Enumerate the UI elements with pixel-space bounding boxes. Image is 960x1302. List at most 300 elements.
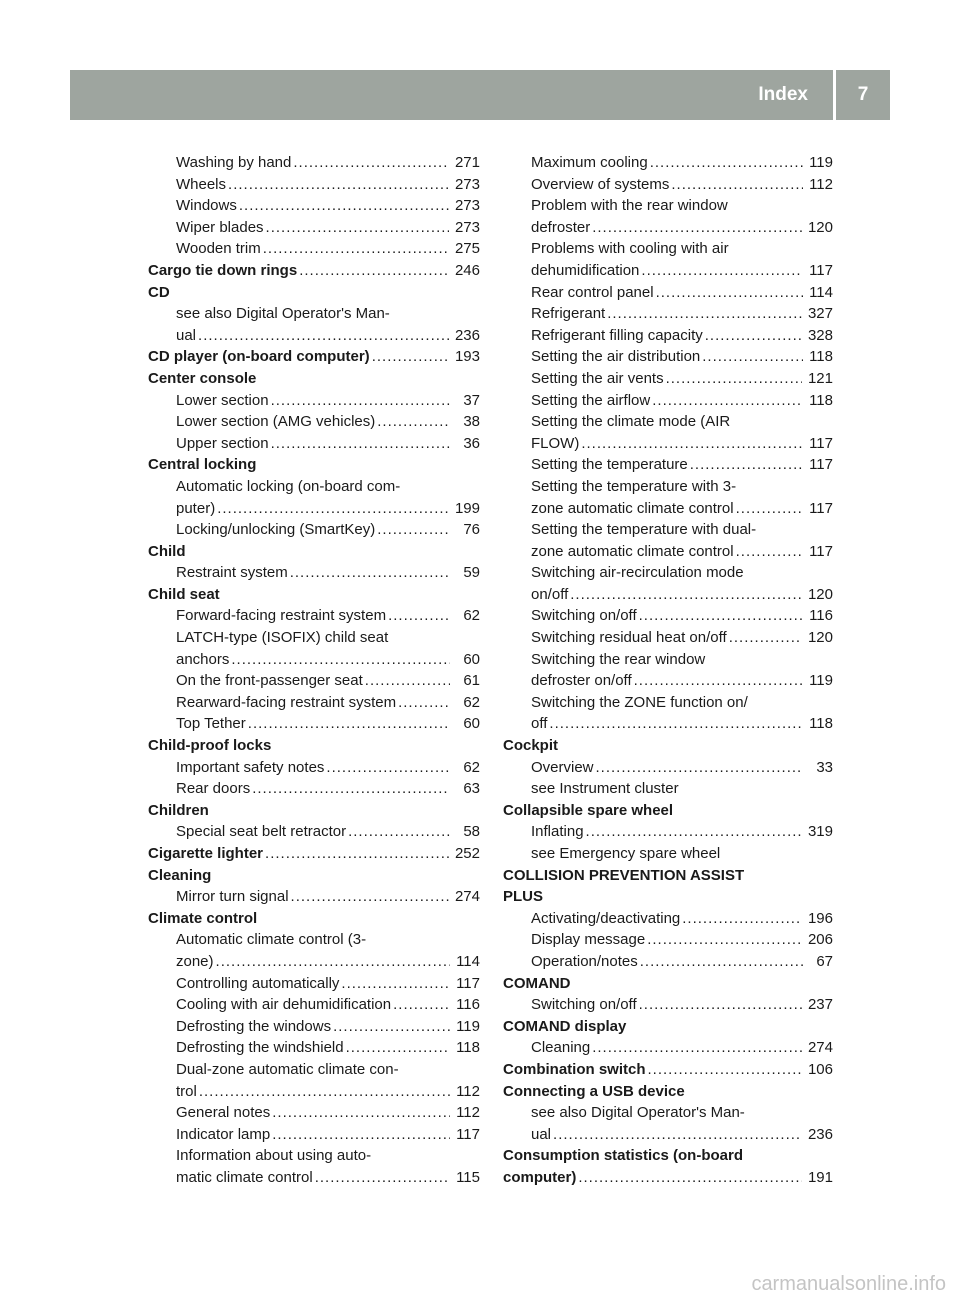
- entry-text: Consumption statistics (on-board: [503, 1147, 743, 1165]
- index-entry: [148, 1059, 480, 1081]
- entry-text: Overview of systems: [531, 175, 670, 193]
- page-reference: 60: [463, 715, 480, 733]
- index-entry: [503, 929, 833, 951]
- dot-leader: [231, 649, 450, 671]
- index-heading: [503, 973, 833, 995]
- dot-leader: [266, 217, 449, 239]
- index-entry: [503, 411, 833, 433]
- entry-text: Child-proof locks: [148, 737, 272, 755]
- index-entry: [503, 152, 833, 174]
- index-entry: [503, 174, 833, 196]
- dot-leader: [666, 368, 802, 390]
- entry-text: Dual-zone automatic climate con-: [176, 1060, 399, 1078]
- index-heading: [503, 735, 833, 757]
- page-reference: 252: [454, 845, 480, 862]
- page-reference: 36: [463, 434, 480, 452]
- dot-leader: [271, 390, 450, 412]
- page-reference: 112: [456, 1104, 480, 1122]
- entry-text: Restraint system: [176, 564, 288, 582]
- index-heading: [148, 454, 480, 476]
- index-entry: [148, 605, 480, 627]
- page-reference: 62: [463, 607, 480, 625]
- page-reference: 275: [454, 240, 480, 258]
- dot-leader: [333, 1016, 450, 1038]
- dot-leader: [271, 433, 450, 455]
- entry-text: Children: [148, 801, 209, 819]
- index-heading: [503, 1167, 833, 1189]
- index-entry: [148, 174, 480, 196]
- entry-text: Mirror turn signal: [176, 888, 289, 906]
- entry-text: CD player (on-board computer): [148, 348, 370, 366]
- entry-text: On the front-passenger seat: [176, 672, 363, 690]
- entry-text: Refrigerant filling capacity: [531, 326, 703, 344]
- page-reference: 61: [463, 672, 480, 690]
- page-reference: 117: [809, 261, 833, 279]
- index-heading: [503, 1145, 833, 1167]
- entry-text: General notes: [176, 1104, 271, 1122]
- entry-text: Collapsible spare wheel: [503, 801, 674, 819]
- dot-leader: [216, 951, 450, 973]
- dot-leader: [640, 951, 803, 973]
- entry-text: Important safety notes: [176, 758, 325, 776]
- page-reference: 119: [809, 672, 833, 690]
- index-entry: [148, 519, 480, 541]
- index-heading: [148, 282, 480, 304]
- dot-leader: [592, 217, 802, 239]
- dot-leader: [729, 627, 802, 649]
- dot-leader: [586, 821, 802, 843]
- index-entry: [148, 498, 480, 520]
- index-entry: [503, 260, 833, 282]
- page-reference: 115: [456, 1168, 480, 1186]
- page-reference: 114: [456, 952, 480, 970]
- entry-text: matic climate control: [176, 1168, 313, 1186]
- entry-text: Setting the air vents: [531, 369, 664, 387]
- dot-leader: [252, 778, 450, 800]
- entry-text: LATCH-type (ISOFIX) child seat: [176, 629, 389, 647]
- index-heading: [503, 800, 833, 822]
- entry-text: Defrosting the windshield: [176, 1039, 344, 1057]
- page-reference: 121: [807, 369, 833, 387]
- dot-leader: [377, 411, 450, 433]
- index-entry: [148, 886, 480, 908]
- page-reference: 117: [809, 434, 833, 452]
- entry-text: Child: [148, 542, 186, 560]
- entry-text: Child seat: [148, 585, 220, 603]
- index-entry: [503, 325, 833, 347]
- page-reference: 63: [463, 780, 480, 798]
- dot-leader: [641, 260, 803, 282]
- page-reference: 273: [454, 218, 480, 236]
- entry-text: PLUS: [503, 888, 544, 906]
- entry-text: Lower section: [176, 391, 269, 409]
- index-entry: [148, 1037, 480, 1059]
- entry-text: Climate control: [148, 909, 258, 927]
- dot-leader: [553, 1124, 802, 1146]
- page-reference: 117: [809, 456, 833, 474]
- index-entry: [148, 1124, 480, 1146]
- index-entry: [148, 757, 480, 779]
- page-reference: 116: [456, 996, 480, 1014]
- dot-leader: [656, 282, 803, 304]
- entry-text: Forward-facing restraint system: [176, 607, 387, 625]
- dot-leader: [639, 994, 802, 1016]
- page-reference: 112: [456, 1082, 480, 1100]
- entry-text: puter): [176, 499, 216, 517]
- page-reference: 62: [463, 758, 480, 776]
- dot-leader: [639, 605, 803, 627]
- index-entry: [503, 541, 833, 563]
- entry-text: Defrosting the windows: [176, 1017, 332, 1035]
- page-reference: 246: [454, 261, 480, 279]
- page-reference: 193: [454, 348, 480, 366]
- entry-text: Cigarette lighter: [148, 845, 264, 862]
- index-entry: [503, 282, 833, 304]
- dot-leader: [341, 973, 450, 995]
- dot-leader: [581, 433, 803, 455]
- entry-text: Information about using auto-: [176, 1147, 372, 1165]
- entry-text: Setting the temperature: [531, 456, 688, 474]
- index-entry: [148, 994, 480, 1016]
- page-reference: 120: [807, 218, 833, 236]
- dot-leader: [570, 584, 802, 606]
- dot-leader: [272, 1124, 450, 1146]
- page-reference: 327: [807, 305, 833, 323]
- dot-leader: [650, 152, 803, 174]
- dot-leader: [398, 692, 450, 714]
- page-reference: 319: [807, 823, 833, 841]
- dot-leader: [596, 757, 803, 779]
- entry-text: Center console: [148, 369, 257, 387]
- index-entry: [503, 908, 833, 930]
- entry-text: defroster: [531, 218, 591, 236]
- dot-leader: [736, 541, 803, 563]
- dot-leader: [263, 238, 449, 260]
- page-reference: 37: [463, 391, 480, 409]
- page-reference: 119: [456, 1017, 480, 1035]
- entry-text: Controlling automatically: [176, 974, 340, 992]
- page-reference: 236: [454, 326, 480, 344]
- index-entry: [148, 433, 480, 455]
- entry-text: Wheels: [176, 175, 227, 193]
- page-reference: 106: [807, 1060, 833, 1078]
- section-title: Index: [758, 84, 808, 105]
- page-reference: 118: [456, 1039, 480, 1057]
- entry-text: Washing by hand: [176, 154, 292, 171]
- dot-leader: [217, 498, 449, 520]
- index-heading: [148, 541, 480, 563]
- index-entry: [503, 584, 833, 606]
- entry-text: Cleaning: [531, 1039, 591, 1057]
- dot-leader: [198, 325, 449, 347]
- entry-text: Switching on/off: [531, 607, 637, 625]
- index-entry: [503, 692, 833, 714]
- index-entry: [148, 670, 480, 692]
- index-entry: [148, 929, 480, 951]
- index-entry: [148, 562, 480, 584]
- page-reference: 118: [809, 348, 833, 366]
- entry-text: COMAND: [503, 974, 571, 992]
- index-entry: [503, 498, 833, 520]
- entry-text: dehumidification: [531, 261, 640, 279]
- dot-leader: [652, 390, 803, 412]
- index-heading: [148, 908, 480, 930]
- page-reference: 76: [463, 521, 480, 539]
- index-entry: [148, 1145, 480, 1167]
- dot-leader: [299, 260, 449, 282]
- watermark: carmanualsonline.info: [751, 1273, 946, 1295]
- page-reference: 58: [463, 823, 480, 841]
- entry-text: zone automatic climate control: [531, 499, 734, 517]
- page-reference: 117: [809, 542, 833, 560]
- dot-leader: [315, 1167, 450, 1189]
- entry-text: Refrigerant: [531, 305, 606, 323]
- index-heading: [503, 1059, 833, 1081]
- index-heading: [503, 1081, 833, 1103]
- dot-leader: [393, 994, 450, 1016]
- index-entry: [148, 1081, 480, 1103]
- page-reference: 38: [463, 413, 480, 431]
- index-entry: [148, 973, 480, 995]
- index-entry: [503, 757, 833, 779]
- page-reference: 274: [454, 888, 480, 906]
- dot-leader: [372, 346, 449, 368]
- index-entry: [148, 238, 480, 260]
- page-reference: 33: [816, 758, 833, 776]
- index-entry: [148, 1016, 480, 1038]
- index-heading: [503, 1016, 833, 1038]
- entry-text: see Emergency spare wheel: [531, 845, 721, 862]
- entry-text: Problems with cooling with air: [531, 240, 729, 258]
- page-reference: 59: [463, 564, 480, 582]
- page-reference: 112: [809, 175, 833, 193]
- entry-text: CD: [148, 283, 170, 301]
- index-entry: [148, 951, 480, 973]
- entry-text: anchors: [176, 650, 230, 668]
- entry-text: Setting the airflow: [531, 391, 651, 409]
- index-entry: [148, 713, 480, 735]
- index-entry: [503, 238, 833, 260]
- index-entry: [148, 152, 480, 174]
- page-number: 7: [857, 84, 869, 105]
- dot-leader: [682, 908, 802, 930]
- entry-text: Wooden trim: [176, 240, 261, 258]
- entry-text: Maximum cooling: [531, 154, 648, 171]
- index-entry: [503, 670, 833, 692]
- page-reference: 196: [807, 909, 833, 927]
- index-heading: [148, 735, 480, 757]
- entry-text: Switching the rear window: [531, 650, 706, 668]
- entry-text: Display message: [531, 931, 646, 949]
- index-entry: [503, 303, 833, 325]
- entry-text: Wiper blades: [176, 218, 264, 236]
- dot-leader: [239, 195, 449, 217]
- dot-leader: [648, 1059, 802, 1081]
- index-entry: [503, 1102, 833, 1124]
- index-entry: [148, 821, 480, 843]
- index-entry: [503, 433, 833, 455]
- index-heading: [148, 865, 480, 887]
- entry-text: Activating/deactivating: [531, 909, 681, 927]
- index-heading: [148, 368, 480, 390]
- page-reference: 236: [807, 1125, 833, 1143]
- entry-text: Windows: [176, 197, 237, 215]
- entry-text: Setting the temperature with 3-: [531, 477, 737, 495]
- dot-leader: [690, 454, 803, 476]
- entry-text: off: [531, 715, 548, 733]
- page-reference: 328: [807, 326, 833, 344]
- page-reference: 67: [816, 952, 833, 970]
- index-entry: [148, 627, 480, 649]
- entry-text: trol: [176, 1082, 197, 1100]
- entry-text: Central locking: [148, 456, 257, 474]
- index-entry: [503, 843, 833, 865]
- entry-text: defroster on/off: [531, 672, 632, 690]
- dot-leader: [346, 1037, 450, 1059]
- index-entry: [503, 454, 833, 476]
- dot-leader: [326, 757, 450, 779]
- entry-text: see also Digital Operator's Man-: [531, 1104, 745, 1122]
- index-heading: [148, 843, 480, 865]
- entry-text: Inflating: [531, 823, 584, 841]
- entry-text: Setting the climate mode (AIR: [531, 413, 731, 431]
- page-reference: 237: [807, 996, 833, 1014]
- index-entry: [503, 951, 833, 973]
- page-reference: 118: [809, 391, 833, 409]
- entry-text: Cockpit: [503, 737, 559, 755]
- page-reference: 119: [809, 154, 833, 171]
- index-entry: [148, 778, 480, 800]
- page-reference: 199: [454, 499, 480, 517]
- page-reference: 62: [463, 693, 480, 711]
- page-reference: 117: [809, 499, 833, 517]
- dot-leader: [248, 713, 450, 735]
- dot-leader: [736, 498, 803, 520]
- entry-text: Switching air-recirculation mode: [531, 564, 744, 582]
- dot-leader: [702, 346, 803, 368]
- entry-text: ual: [176, 326, 197, 344]
- dot-leader: [228, 174, 449, 196]
- dot-leader: [549, 713, 803, 735]
- page-reference: 120: [807, 629, 833, 647]
- dot-leader: [705, 325, 802, 347]
- dot-leader: [199, 1081, 450, 1103]
- entry-text: Locking/unlocking (SmartKey): [176, 521, 376, 539]
- index-heading: [148, 346, 480, 368]
- index-entry: [503, 476, 833, 498]
- entry-text: Setting the temperature with dual-: [531, 521, 757, 539]
- index-entry: [503, 627, 833, 649]
- index-column-left: [148, 152, 480, 1189]
- entry-text: Rear control panel: [531, 283, 654, 301]
- dot-leader: [265, 843, 449, 865]
- entry-text: Indicator lamp: [176, 1125, 271, 1143]
- entry-text: see also Digital Operator's Man-: [176, 305, 390, 323]
- page-reference: 273: [454, 197, 480, 215]
- entry-text: Rearward-facing restraint system: [176, 693, 397, 711]
- entry-text: zone automatic climate control: [531, 542, 734, 560]
- entry-text: Lower section (AMG vehicles): [176, 413, 376, 431]
- dot-leader: [365, 670, 450, 692]
- page-reference: 114: [809, 283, 833, 301]
- dot-leader: [293, 152, 449, 174]
- index-entry: [503, 1037, 833, 1059]
- dot-leader: [634, 670, 803, 692]
- page-reference: 117: [456, 1125, 480, 1143]
- dot-leader: [671, 174, 803, 196]
- entry-text: FLOW): [531, 434, 580, 452]
- entry-text: on/off: [531, 585, 569, 603]
- entry-text: computer): [503, 1168, 577, 1186]
- dot-leader: [290, 562, 450, 584]
- dot-leader: [377, 519, 450, 541]
- index-entry: [148, 1167, 480, 1189]
- index-entry: [503, 778, 833, 800]
- dot-leader: [578, 1167, 802, 1189]
- index-entry: [148, 303, 480, 325]
- page-reference: 117: [456, 974, 480, 992]
- page-reference: 206: [807, 931, 833, 949]
- page-reference: 191: [807, 1168, 833, 1186]
- index-heading: [148, 584, 480, 606]
- entry-text: Overview: [531, 758, 594, 776]
- entry-text: Automatic locking (on-board com-: [176, 477, 401, 495]
- index-column-right: [503, 152, 833, 1189]
- entry-text: Connecting a USB device: [503, 1082, 685, 1100]
- entry-text: Cooling with air dehumidification: [176, 996, 392, 1014]
- index-entry: [148, 325, 480, 347]
- index-entry: [503, 562, 833, 584]
- index-heading: [148, 800, 480, 822]
- dot-leader: [348, 821, 450, 843]
- entry-text: Rear doors: [176, 780, 251, 798]
- page-reference: 271: [454, 154, 480, 171]
- dot-leader: [607, 303, 802, 325]
- index-entry: [503, 368, 833, 390]
- entry-text: Problem with the rear window: [531, 197, 728, 215]
- page-reference: 274: [807, 1039, 833, 1057]
- entry-text: Top Tether: [176, 715, 246, 733]
- entry-text: see Instrument cluster: [531, 780, 679, 798]
- entry-text: Cleaning: [148, 866, 212, 884]
- index-entry: [503, 994, 833, 1016]
- entry-text: Combination switch: [503, 1060, 646, 1078]
- entry-text: Setting the air distribution: [531, 348, 701, 366]
- index-entry: [148, 1102, 480, 1124]
- index-entry: [503, 217, 833, 239]
- index-entry: [148, 390, 480, 412]
- index-entry: [148, 692, 480, 714]
- index-entry: [148, 411, 480, 433]
- entry-text: ual: [531, 1125, 552, 1143]
- header-bar: [70, 70, 890, 120]
- entry-text: COLLISION PREVENTION ASSIST: [503, 866, 745, 884]
- index-heading: [503, 865, 833, 887]
- entry-text: Special seat belt retractor: [176, 823, 347, 841]
- page-reference: 116: [809, 607, 833, 625]
- entry-text: Operation/notes: [531, 952, 638, 970]
- dot-leader: [592, 1037, 802, 1059]
- index-entry: [503, 390, 833, 412]
- index-entry: [503, 713, 833, 735]
- page-reference: 120: [807, 585, 833, 603]
- dot-leader: [647, 929, 802, 951]
- index-entry: [503, 649, 833, 671]
- entry-text: Upper section: [176, 434, 269, 452]
- entry-text: zone): [176, 952, 214, 970]
- index-entry: [503, 605, 833, 627]
- dot-leader: [388, 605, 450, 627]
